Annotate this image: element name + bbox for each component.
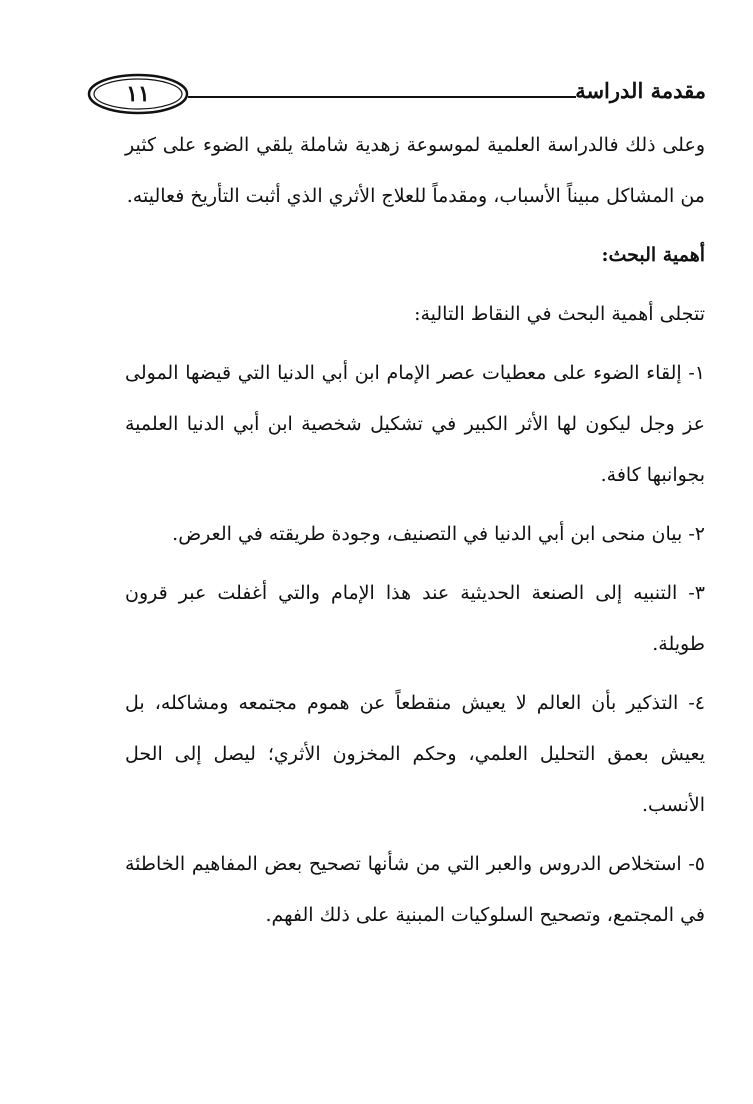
- point-3: ٣- التنبيه إلى الصنعة الحديثية عند هذا الإمام والتي أغفلت عبر قرون طويلة.: [125, 582, 705, 655]
- point-2: ٢- بيان منحى ابن أبي الدنيا في التصنيف، وجودة طريقته في العرض.: [172, 523, 705, 545]
- point-1: ١- إلقاء الضوء على معطيات عصر الإمام ابن أبي الدنيا التي قيضها المولى عز وجل ليكون لها الأثر الكبير في تشكيل شخصية ابن أبي الدنيا العلمية بجوانبها كافة.: [125, 362, 705, 486]
- lead-paragraph: تتجلى أهمية البحث في النقاط التالية:: [414, 303, 705, 325]
- section-heading: أهمية البحث:: [601, 244, 705, 266]
- header-rule: [188, 96, 576, 98]
- running-title: مقدمة الدراسة: [575, 78, 706, 103]
- point-5: ٥- استخلاص الدروس والعبر التي من شأنها تصحيح بعض المفاهيم الخاطئة في المجتمع، وتصحيح السلوكيات المبنية على ذلك الفهم.: [125, 853, 705, 926]
- page-number: ١١: [126, 81, 150, 107]
- page-header: [86, 72, 706, 122]
- page-body: [125, 120, 705, 949]
- point-4: ٤- التذكير بأن العالم لا يعيش منقطعاً عن هموم مجتمعه ومشاكله، بل يعيش بعمق التحليل العلمي، وحكم المخزون الأثري؛ ليصل إلى الحل الأنسب.: [125, 692, 705, 816]
- page-number-oval: [86, 72, 190, 116]
- intro-paragraph: وعلى ذلك فالدراسة العلمية لموسوعة زهدية شاملة يلقي الضوء على كثير من المشاكل مبيناً الأسباب، ومقدماً للعلاج الأثري الذي أثبت التأريخ فعاليته.: [125, 134, 705, 207]
